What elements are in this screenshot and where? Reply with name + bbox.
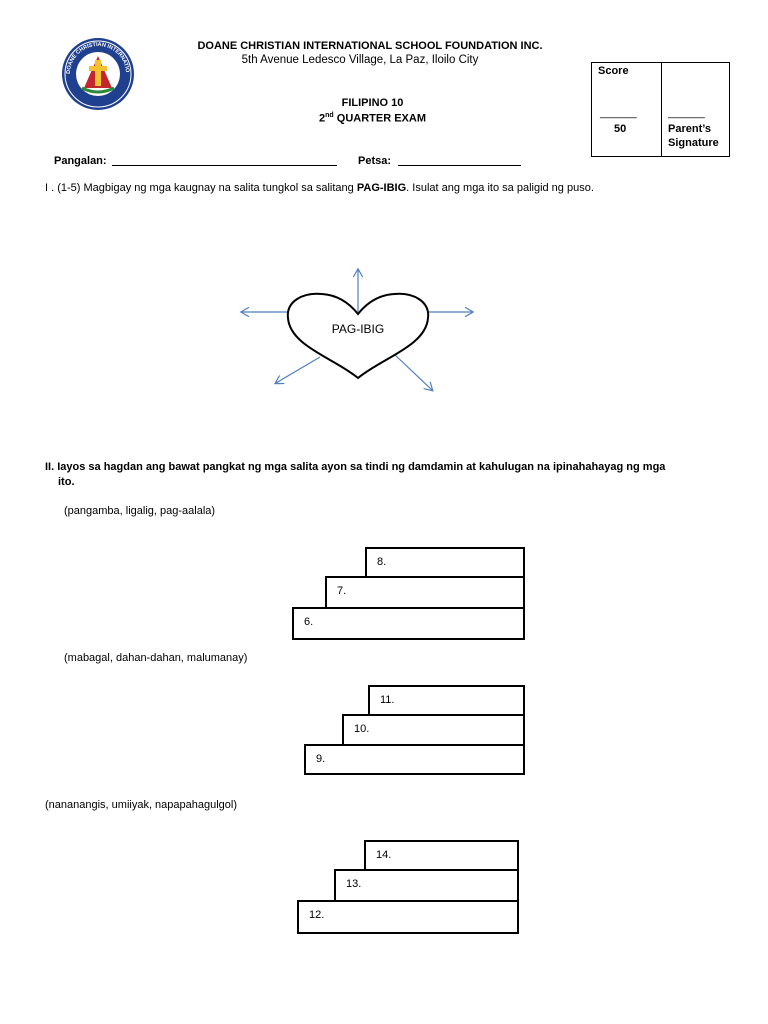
group3-words: (nananangis, umiiyak, napapahagulgol) — [45, 799, 238, 811]
step-label: 12. — [309, 909, 325, 921]
group2-words: (mabagal, dahan-dahan, malumanay) — [64, 652, 248, 664]
date-label: Petsa: — [358, 155, 392, 167]
step-label: 11. — [380, 694, 395, 706]
answer-step-11[interactable] — [368, 685, 525, 716]
answer-step-9[interactable] — [304, 744, 525, 775]
part1-keyword: PAG-IBIG — [356, 182, 407, 194]
score-blank: ______ — [600, 107, 637, 119]
arrow-down-right — [394, 354, 432, 390]
signature-blank: ______ — [668, 107, 705, 119]
answer-step-7[interactable] — [325, 576, 525, 609]
step-label: 13. — [346, 878, 362, 890]
exam-label: QUARTER EXAM — [333, 112, 426, 125]
step-label: 14. — [376, 849, 392, 861]
heart-label: PAG-IBIG — [331, 322, 385, 336]
quarter-number: 2 — [319, 112, 326, 125]
logo-text: DOANE CHRISTIAN INTERNATIO — [65, 41, 131, 75]
date-field[interactable] — [398, 155, 521, 166]
answer-step-10[interactable] — [342, 714, 525, 746]
group1-words: (pangamba, ligalig, pag-aalala) — [64, 505, 216, 517]
answer-step-14[interactable] — [364, 840, 519, 871]
part1-instruction-prefix: I . (1-5) Magbigay ng mga kaugnay na salita tungkol sa salitang — [45, 182, 357, 194]
answer-step-12[interactable] — [297, 900, 519, 934]
step-label: 9. — [316, 753, 326, 765]
answer-step-8[interactable] — [365, 547, 525, 578]
answer-step-13[interactable] — [334, 869, 519, 902]
score-label: Score — [598, 65, 629, 77]
score-box-divider — [661, 63, 662, 156]
step-label: 10. — [354, 723, 370, 735]
answer-step-6[interactable] — [292, 607, 525, 640]
part1-instruction-suffix: . Isulat ang mga ito sa paligid ng puso. — [406, 182, 594, 194]
quarter-suffix: nd — [325, 112, 334, 119]
heart-diagram — [230, 262, 480, 402]
part1-instruction — [45, 182, 745, 194]
subject-title: FILIPINO 10 — [341, 97, 404, 109]
step-label: 7. — [337, 585, 347, 597]
score-total: 50 — [614, 123, 627, 135]
name-field[interactable] — [112, 155, 337, 166]
part2-instruction-line1: II. Iayos sa hagdan ang bawat pangkat ng mga salita ayon sa tindi ng damdamin at kahulugan na ipinahahayag ng mga — [45, 461, 666, 473]
name-label: Pangalan: — [54, 155, 107, 167]
signature-label-line1: Parent’s — [668, 123, 712, 135]
school-name: DOANE CHRISTIAN INTERNATIONAL SCHOOL FOUNDATION INC. — [197, 40, 543, 52]
signature-label-line2: Signature — [668, 137, 719, 149]
step-label: 8. — [377, 556, 387, 568]
score-box — [591, 62, 730, 157]
step-label: 6. — [304, 616, 314, 628]
arrow-down-left — [276, 357, 320, 383]
school-address: 5th Avenue Ledesco Village, La Paz, Iloilo City — [241, 54, 479, 66]
part2-instruction-line2: ito. — [58, 476, 75, 488]
